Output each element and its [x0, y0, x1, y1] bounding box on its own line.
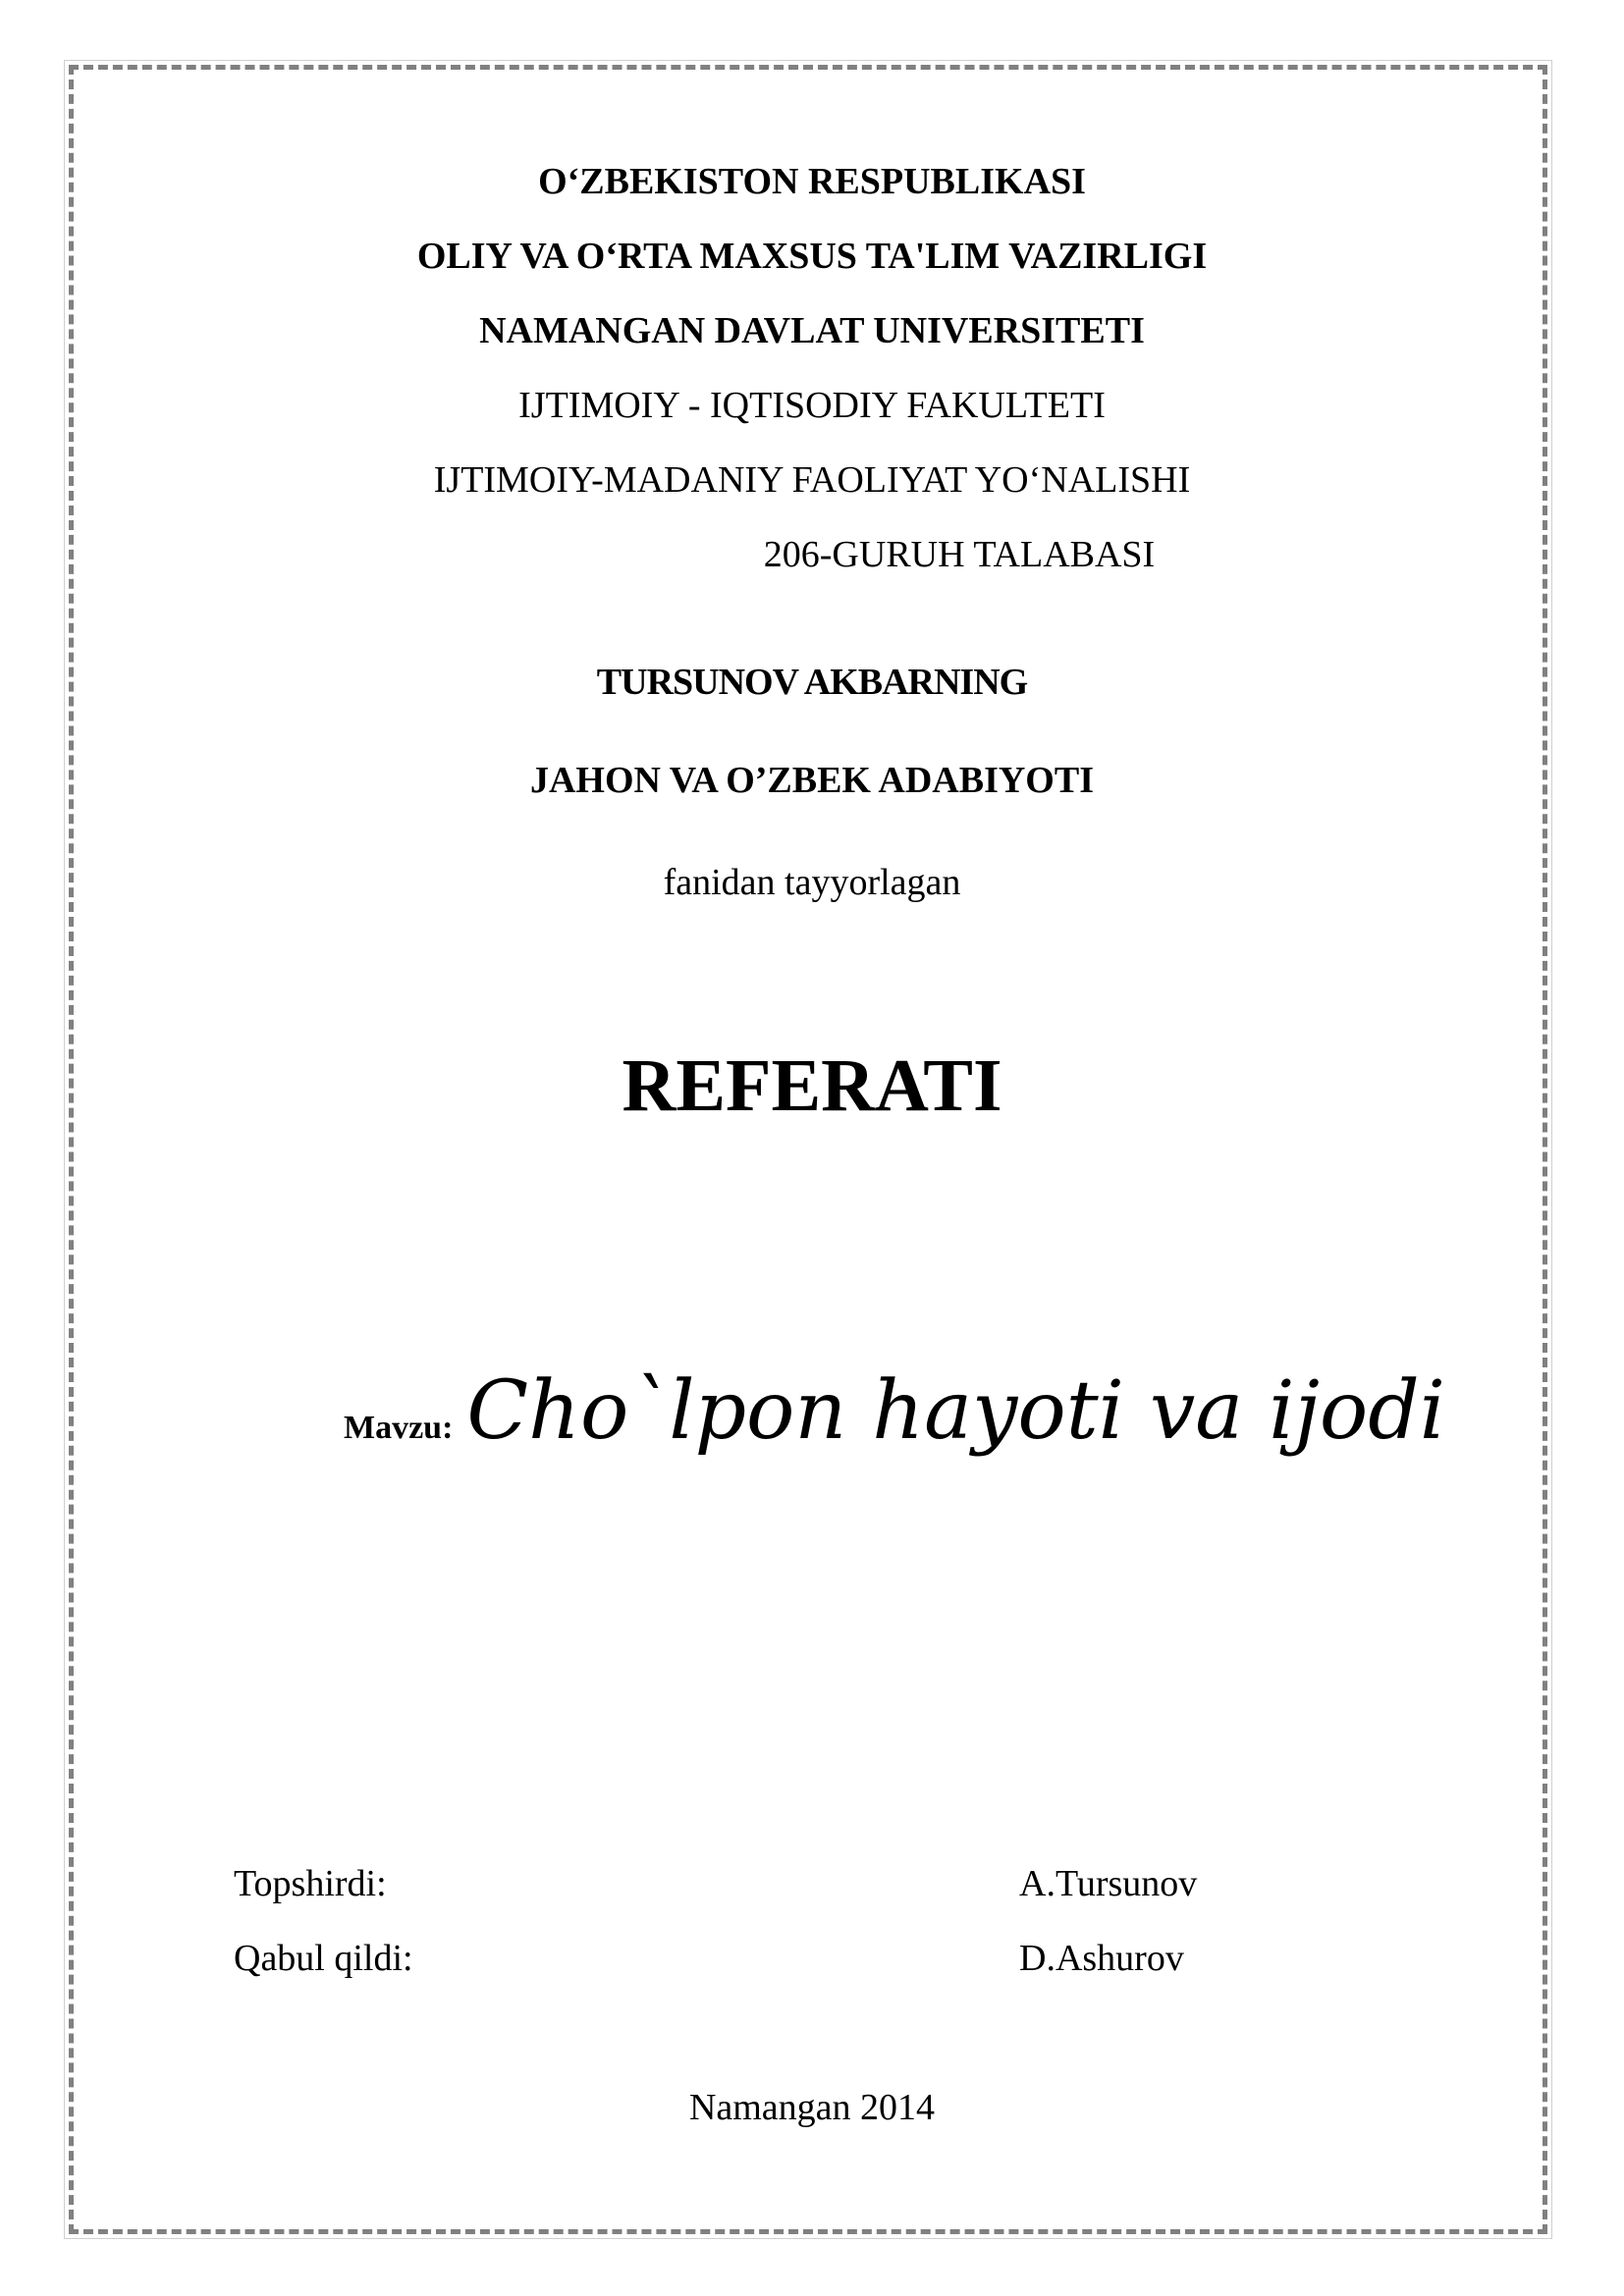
- submitted-label: Topshirdi:: [234, 1863, 387, 1904]
- topic-text: Cho`lpon hayoti va ijodi: [466, 1364, 1445, 1458]
- direction-line: IJTIMOIY-MADANIY FAOLIYAT YO‘NALISHI: [433, 459, 1191, 501]
- place-year: Namangan 2014: [688, 2087, 936, 2128]
- prepared-line: fanidan tayyorlagan: [663, 862, 961, 903]
- submitted-name: A.Tursunov: [1019, 1863, 1198, 1904]
- author-name: TURSUNOV AKBARNING: [596, 662, 1028, 703]
- university-heading: NAMANGAN DAVLAT UNIVERSITETI: [479, 310, 1145, 351]
- group-line: 206-GURUH TALABASI: [763, 534, 1156, 575]
- topic-row: [344, 1364, 1445, 1458]
- document-type-title: REFERATI: [622, 1044, 1002, 1127]
- subject-title: JAHON VA O’ZBEK ADABIYOTI: [529, 760, 1094, 801]
- accepted-label: Qabul qildi:: [234, 1938, 413, 1979]
- topic-label: Mavzu:: [344, 1410, 454, 1446]
- faculty-line: IJTIMOIY - IQTISODIY FAKULTETI: [518, 385, 1106, 426]
- accepted-name: D.Ashurov: [1019, 1938, 1184, 1979]
- ministry-heading: OLIY VA O‘RTA MAXSUS TA'LIM VAZIRLIGI: [416, 236, 1208, 277]
- republic-heading: O‘ZBEKISTON RESPUBLIKASI: [538, 161, 1086, 202]
